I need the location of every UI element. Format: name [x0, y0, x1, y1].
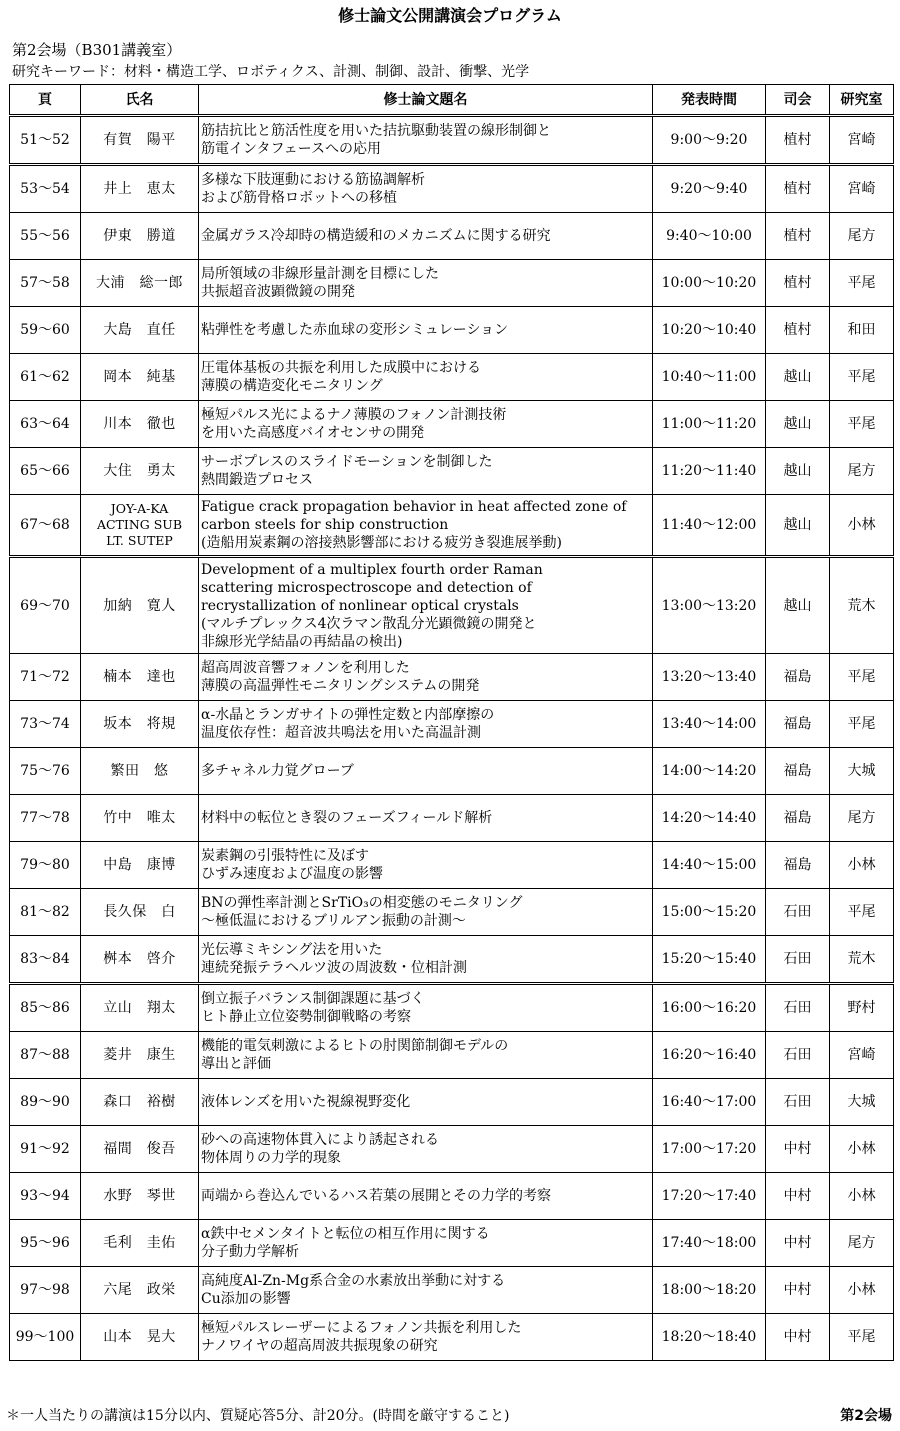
table-row [10, 260, 894, 307]
thesis-title: 倒立振子バランス制御課題に基づく ヒト静止立位姿勢制御戦略の考察 [199, 984, 653, 1032]
session-chair: 福島 [766, 842, 830, 889]
presentation-time: 10:40～11:00 [653, 354, 766, 401]
footnote: ＊一人当たりの講演は15分以内、質疑応答5分、計20分。(時間を厳守すること) [6, 1408, 510, 1424]
table-row [10, 842, 894, 889]
session-chair: 越山 [766, 354, 830, 401]
header-thesis-title: 修士論文題名 [199, 85, 653, 116]
thesis-title: 両端から巻込んでいるハス若葉の展開とその力学的考察 [199, 1173, 653, 1220]
laboratory: 大城 [830, 748, 894, 795]
session-chair: 福島 [766, 748, 830, 795]
footer-venue: 第2会場 [840, 1408, 892, 1424]
table-row [10, 1079, 894, 1126]
laboratory: 尾方 [830, 1220, 894, 1267]
speaker-name: 長久保 白 [81, 889, 199, 936]
header-name: 氏名 [81, 85, 199, 116]
session-chair: 石田 [766, 889, 830, 936]
thesis-title: 局所領域の非線形量計測を目標にした 共振超音波顕微鏡の開発 [199, 260, 653, 307]
speaker-name: 井上 恵太 [81, 165, 199, 213]
page-range: 85～86 [10, 984, 81, 1032]
table-row [10, 1032, 894, 1079]
speaker-name: 菱井 康生 [81, 1032, 199, 1079]
laboratory: 小林 [830, 842, 894, 889]
presentation-time: 18:00～18:20 [653, 1267, 766, 1314]
laboratory: 平尾 [830, 1314, 894, 1361]
laboratory: 尾方 [830, 795, 894, 842]
presentation-time: 18:20～18:40 [653, 1314, 766, 1361]
session-chair: 越山 [766, 495, 830, 557]
table-row [10, 1267, 894, 1314]
speaker-name: 坂本 将規 [81, 701, 199, 748]
table-row [10, 654, 894, 701]
presentation-time: 16:00～16:20 [653, 984, 766, 1032]
laboratory: 小林 [830, 495, 894, 557]
thesis-title: 圧電体基板の共振を利用した成膜中における 薄膜の構造変化モニタリング [199, 354, 653, 401]
speaker-name: JOY-A-KA ACTING SUB LT. SUTEP [81, 495, 199, 557]
thesis-title: 砂への高速物体貫入により誘起される 物体周りの力学的現象 [199, 1126, 653, 1173]
presentation-time: 11:40～12:00 [653, 495, 766, 557]
thesis-title: 炭素鋼の引張特性に及ぼす ひずみ速度および温度の影響 [199, 842, 653, 889]
session-chair: 石田 [766, 1032, 830, 1079]
presentation-time: 13:00～13:20 [653, 557, 766, 654]
page-range: 65～66 [10, 448, 81, 495]
table-row [10, 116, 894, 165]
research-keywords: 研究キーワード：材料・構造工学、ロボティクス、計測、制御、設計、衝撃、光学 [12, 64, 530, 80]
thesis-title: BNの弾性率計測とSrTiO₃の相変態のモニタリング ～極低温におけるブリルアン振動の計測～ [199, 889, 653, 936]
thesis-title: 極短パルス光によるナノ薄膜のフォノン計測技術 を用いた高感度バイオセンサの開発 [199, 401, 653, 448]
speaker-name: 六尾 政栄 [81, 1267, 199, 1314]
presentation-time: 17:40～18:00 [653, 1220, 766, 1267]
page-range: 87～88 [10, 1032, 81, 1079]
session-chair: 中村 [766, 1126, 830, 1173]
session-chair: 石田 [766, 984, 830, 1032]
table-row [10, 936, 894, 984]
page-range: 89～90 [10, 1079, 81, 1126]
table-row [10, 165, 894, 213]
presentation-time: 17:20～17:40 [653, 1173, 766, 1220]
page-range: 95～96 [10, 1220, 81, 1267]
speaker-name: 森口 裕樹 [81, 1079, 199, 1126]
table-row [10, 984, 894, 1032]
presentation-time: 11:00～11:20 [653, 401, 766, 448]
speaker-name: 大浦 総一郎 [81, 260, 199, 307]
session-chair: 植村 [766, 307, 830, 354]
page-range: 51～52 [10, 116, 81, 165]
page-range: 71～72 [10, 654, 81, 701]
thesis-title: 光伝導ミキシング法を用いた 連続発振テラヘルツ波の周波数・位相計測 [199, 936, 653, 984]
laboratory: 平尾 [830, 701, 894, 748]
session-chair: 植村 [766, 165, 830, 213]
page-range: 55～56 [10, 213, 81, 260]
page-range: 75～76 [10, 748, 81, 795]
thesis-title: 極短パルスレーザーによるフォノン共振を利用した ナノワイヤの超高周波共振現象の研究 [199, 1314, 653, 1361]
header-time: 発表時間 [653, 85, 766, 116]
presentation-time: 15:00～15:20 [653, 889, 766, 936]
page-range: 79～80 [10, 842, 81, 889]
presentation-time: 10:00～10:20 [653, 260, 766, 307]
header-row [10, 85, 894, 116]
laboratory: 野村 [830, 984, 894, 1032]
speaker-name: 大住 勇太 [81, 448, 199, 495]
laboratory: 平尾 [830, 654, 894, 701]
session-chair: 石田 [766, 1079, 830, 1126]
table-row [10, 557, 894, 654]
laboratory: 荒木 [830, 936, 894, 984]
page-range: 67～68 [10, 495, 81, 557]
venue-label: 第2会場（B301講義室） [12, 41, 182, 59]
thesis-title: 筋拮抗比と筋活性度を用いた拮抗駆動装置の線形制御と 筋電インタフェースへの応用 [199, 116, 653, 165]
laboratory: 宮崎 [830, 165, 894, 213]
header-chair: 司会 [766, 85, 830, 116]
page-range: 59～60 [10, 307, 81, 354]
speaker-name: 伊東 勝道 [81, 213, 199, 260]
page-range: 99～100 [10, 1314, 81, 1361]
table-row [10, 1314, 894, 1361]
speaker-name: 毛利 圭佑 [81, 1220, 199, 1267]
speaker-name: 中島 康博 [81, 842, 199, 889]
laboratory: 和田 [830, 307, 894, 354]
session-chair: 中村 [766, 1220, 830, 1267]
table-row [10, 748, 894, 795]
page-range: 63～64 [10, 401, 81, 448]
presentation-time: 9:40～10:00 [653, 213, 766, 260]
speaker-name: 大島 直任 [81, 307, 199, 354]
speaker-name: 福間 俊吾 [81, 1126, 199, 1173]
session-chair: 福島 [766, 701, 830, 748]
speaker-name: 楠本 達也 [81, 654, 199, 701]
page-range: 93～94 [10, 1173, 81, 1220]
page-range: 83～84 [10, 936, 81, 984]
speaker-name: 桝本 啓介 [81, 936, 199, 984]
thesis-title: 超高周波音響フォノンを利用した 薄膜の高温弾性モニタリングシステムの開発 [199, 654, 653, 701]
presentation-time: 16:20～16:40 [653, 1032, 766, 1079]
presentation-time: 14:00～14:20 [653, 748, 766, 795]
speaker-name: 繁田 悠 [81, 748, 199, 795]
speaker-name: 立山 翔太 [81, 984, 199, 1032]
presentation-time: 13:40～14:00 [653, 701, 766, 748]
presentation-time: 14:20～14:40 [653, 795, 766, 842]
table-row [10, 795, 894, 842]
thesis-title: 多チャネル力覚グローブ [199, 748, 653, 795]
thesis-title: 多様な下肢運動における筋協調解析 および筋骨格ロボットへの移植 [199, 165, 653, 213]
table-row [10, 307, 894, 354]
table-row [10, 889, 894, 936]
thesis-title: Fatigue crack propagation behavior in heat affected zone of carbon steels for ship construction (造船用炭素鋼の溶接熱影響部における疲労き裂進展挙動) [199, 495, 653, 557]
program-table [9, 84, 894, 1361]
speaker-name: 竹中 唯太 [81, 795, 199, 842]
thesis-title: 粘弾性を考慮した赤血球の変形シミュレーション [199, 307, 653, 354]
table-row [10, 701, 894, 748]
table-row [10, 354, 894, 401]
thesis-title: Development of a multiplex fourth order Raman scattering microspectroscope and detection of recrystallization of nonlinear optical crystals (マルチプレックス4次ラマン散乱分光顕微鏡の開発と 非線形光学結晶の再結晶の検出) [199, 557, 653, 654]
laboratory: 小林 [830, 1173, 894, 1220]
presentation-time: 11:20～11:40 [653, 448, 766, 495]
laboratory: 尾方 [830, 213, 894, 260]
session-chair: 中村 [766, 1267, 830, 1314]
page-range: 81～82 [10, 889, 81, 936]
session-chair: 中村 [766, 1173, 830, 1220]
presentation-time: 9:20～9:40 [653, 165, 766, 213]
presentation-time: 13:20～13:40 [653, 654, 766, 701]
presentation-time: 15:20～15:40 [653, 936, 766, 984]
thesis-title: 液体レンズを用いた視線視野変化 [199, 1079, 653, 1126]
table-row [10, 1126, 894, 1173]
thesis-title: α鉄中セメンタイトと転位の相互作用に関する 分子動力学解析 [199, 1220, 653, 1267]
session-chair: 植村 [766, 116, 830, 165]
thesis-title: 高純度Al-Zn-Mg系合金の水素放出挙動に対する Cu添加の影響 [199, 1267, 653, 1314]
thesis-title: 材料中の転位とき裂のフェーズフィールド解析 [199, 795, 653, 842]
table-row [10, 1220, 894, 1267]
thesis-title: サーボプレスのスライドモーションを制御した 熱間鍛造プロセス [199, 448, 653, 495]
session-chair: 中村 [766, 1314, 830, 1361]
session-chair: 越山 [766, 557, 830, 654]
presentation-time: 17:00～17:20 [653, 1126, 766, 1173]
presentation-time: 9:00～9:20 [653, 116, 766, 165]
laboratory: 平尾 [830, 260, 894, 307]
laboratory: 荒木 [830, 557, 894, 654]
table-row [10, 401, 894, 448]
speaker-name: 水野 琴世 [81, 1173, 199, 1220]
laboratory: 小林 [830, 1126, 894, 1173]
page-range: 53～54 [10, 165, 81, 213]
session-chair: 植村 [766, 260, 830, 307]
speaker-name: 山本 晃大 [81, 1314, 199, 1361]
session-chair: 越山 [766, 448, 830, 495]
table-row [10, 1173, 894, 1220]
speaker-name: 有賀 陽平 [81, 116, 199, 165]
speaker-name: 川本 徹也 [81, 401, 199, 448]
page-range: 97～98 [10, 1267, 81, 1314]
page-range: 91～92 [10, 1126, 81, 1173]
laboratory: 尾方 [830, 448, 894, 495]
page-range: 61～62 [10, 354, 81, 401]
session-chair: 石田 [766, 936, 830, 984]
table-row [10, 448, 894, 495]
speaker-name: 加納 寛人 [81, 557, 199, 654]
page-range: 69～70 [10, 557, 81, 654]
laboratory: 平尾 [830, 401, 894, 448]
session-chair: 福島 [766, 654, 830, 701]
presentation-time: 14:40～15:00 [653, 842, 766, 889]
page-title: 修士論文公開講演会プログラム [338, 6, 562, 25]
thesis-title: 機能的電気刺激によるヒトの肘関節制御モデルの 導出と評価 [199, 1032, 653, 1079]
laboratory: 宮崎 [830, 1032, 894, 1079]
laboratory: 小林 [830, 1267, 894, 1314]
thesis-title: α-水晶とランガサイトの弾性定数と内部摩擦の 温度依存性：超音波共鳴法を用いた高温計測 [199, 701, 653, 748]
page-range: 77～78 [10, 795, 81, 842]
laboratory: 大城 [830, 1079, 894, 1126]
thesis-title: 金属ガラス冷却時の構造緩和のメカニズムに関する研究 [199, 213, 653, 260]
page-range: 57～58 [10, 260, 81, 307]
page-range: 73～74 [10, 701, 81, 748]
session-chair: 植村 [766, 213, 830, 260]
presentation-time: 16:40～17:00 [653, 1079, 766, 1126]
laboratory: 宮崎 [830, 116, 894, 165]
laboratory: 平尾 [830, 889, 894, 936]
session-chair: 越山 [766, 401, 830, 448]
header-pages: 頁 [10, 85, 81, 116]
speaker-name: 岡本 純基 [81, 354, 199, 401]
header-lab: 研究室 [830, 85, 894, 116]
presentation-time: 10:20～10:40 [653, 307, 766, 354]
session-chair: 福島 [766, 795, 830, 842]
table-row [10, 495, 894, 557]
laboratory: 平尾 [830, 354, 894, 401]
table-row [10, 213, 894, 260]
